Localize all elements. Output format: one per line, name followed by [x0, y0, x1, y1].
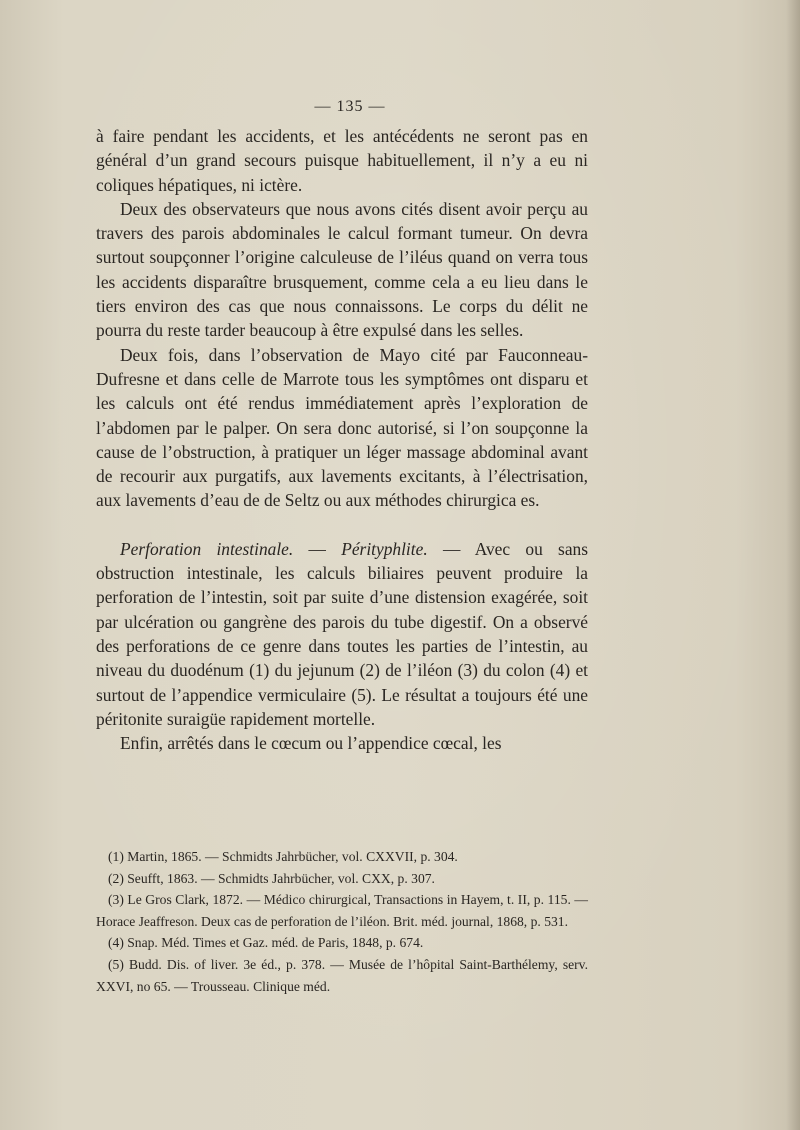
section-title-dash: — [293, 538, 342, 559]
paragraph: Deux des observateurs que nous avons cités disent avoir perçu au travers des parois abdominales le calcul formant tumeur. On devra surtout soupçonner l’origine calculeuse de l’iléus quand on verra tous les accidents disparaître brusquement, comme cela a eu lieu dans le tiers environ des cas que nous connaissons. Le corps du délit ne pourra du reste tarder beaucoup à être expulsé dans les selles. [96, 198, 588, 341]
section-title-dash: — [427, 538, 475, 559]
footnote: (3) Le Gros Clark, 1872. — Médico chirurgical, Transactions in Hayem, t. II, p. 115. — Horace Jeaffreson. Deux cas de perforation de l’iléon. Brit. méd. journal, 1868, p. 531. [96, 892, 588, 929]
section-title-perityphlite: Pérityphlite. [341, 538, 428, 559]
paragraph-continuation: Enfin, arrêtés dans le cœcum ou l’appendice cœcal, les [120, 733, 502, 754]
footnotes [96, 846, 588, 997]
paragraph: Deux fois, dans l’observation de Mayo cité par Fauconneau-Dufresne et dans celle de Marrote tous les symptômes ont disparu et les calculs ont été rendus immédiatement après l’exploration de l’abdomen par le palper. On sera donc autorisé, si l’on soupçonne la cause de l’obstruction, à pratiquer un léger massage abdominal avant de recourir aux purgatifs, aux lavements excitants, à l’électrisation, aux lavements d’eau de de Seltz ou aux méthodes chirurgica es. [96, 344, 588, 511]
body-text [96, 124, 588, 755]
section-title-perforation: Perforation intestinale. [120, 538, 294, 559]
section-text: Avec ou sans obstruction intestinale, les calculs biliaires peuvent produire la perforation de l’intestin, soit par suite d’une distension exagérée, soit par ulcération ou gangrène des parois du tube digestif. On a observé des perforations de ce genre dans toutes les parties de l’intestin, au niveau du duodénum (1) du jejunum (2) de l’iléon (3) du colon (4) et surtout de l’appendice vermiculaire (5). Le résultat a toujours été une péritonite suraigüe rapidement mortelle. [96, 538, 588, 729]
footnote: (1) Martin, 1865. — Schmidts Jahrbücher, vol. CXXVII, p. 304. [108, 849, 458, 864]
footnote: (5) Budd. Dis. of liver. 3e éd., p. 378. — Musée de l’hôpital Saint-Barthélemy, serv. XXVI, no 65. — Trousseau. Clinique méd. [96, 956, 588, 994]
section-paragraph [96, 537, 588, 731]
footnote: (2) Seufft, 1863. — Schmidts Jahrbücher, vol. CXX, p. 307. [108, 870, 435, 886]
footnote: (4) Snap. Méd. Times et Gaz. méd. de Paris, 1848, p. 674. [108, 935, 424, 951]
page-edge-shadow [786, 0, 800, 1130]
page-number: — 135 — [314, 98, 386, 115]
paragraph: à faire pendant les accidents, et les antécédents ne seront pas en général d’un grand secours puisque habituellement, il n’y a eu ni coliques hépatiques, ni ictère. [96, 126, 588, 195]
